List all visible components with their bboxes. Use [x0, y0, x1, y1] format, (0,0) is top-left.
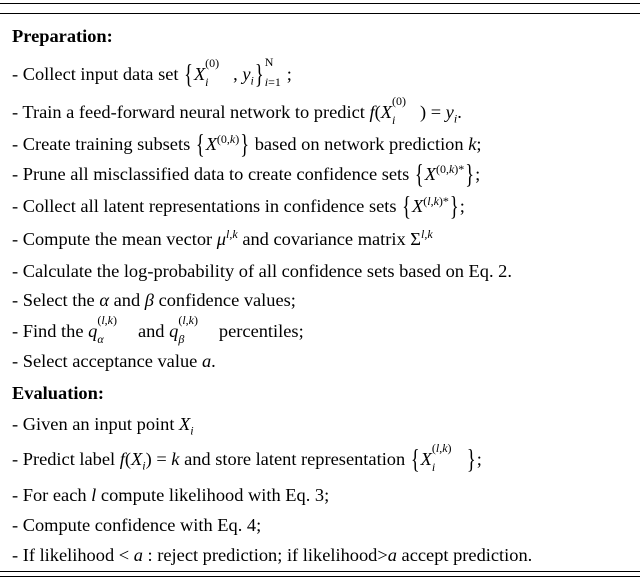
prep-step-training-subsets: - Create training subsets $\{X^{(0,k)}\}$ based on network prediction k; — [12, 129, 482, 159]
eval-step-text: accept prediction. — [401, 545, 533, 565]
prep-step-end: ; — [459, 196, 465, 216]
prep-step-acceptance: - Select acceptance value a. — [12, 351, 216, 371]
prep-step-mean-cov: - Compute the mean vector $\mu^{l,k}$ and covariance matrix Σ$^{l,k}$ — [12, 226, 433, 249]
prep-step-text: - Collect input data set — [12, 64, 179, 84]
prep-step-text: and — [137, 321, 165, 341]
prep-step-text: - Select acceptance value — [12, 351, 198, 371]
prep-step-text: - Compute the mean vector — [12, 229, 213, 249]
preparation-heading: Preparation: — [12, 26, 113, 46]
prep-step-train-network: - Train a feed-forward neural network to predict f(X (0) i ) = $y_i$. — [12, 94, 462, 127]
eval-step-text: and store latent representation — [184, 449, 406, 469]
eval-step-text: - If likelihood < — [12, 545, 130, 565]
prep-step-text: percentiles; — [218, 321, 304, 341]
eval-step-predict: - Predict label $f(X_i) = k$ and store latent representation {X (l,k) i }; — [12, 441, 482, 474]
eval-step-text: compute likelihood with Eq. 3; — [100, 485, 330, 505]
prep-step-end: ; — [476, 134, 482, 154]
evaluation-heading: Evaluation: — [12, 383, 104, 403]
bottom-rule-outer — [0, 576, 640, 577]
prep-step-text: confidence values; — [158, 290, 296, 310]
prep-step-latent: - Collect all latent representations in confidence sets $\{X^{(l,k)*}\}$; — [12, 191, 465, 221]
eval-step-reject-accept: - If likelihood < a : reject prediction; if likelihood>a accept prediction. — [12, 545, 533, 565]
eval-step-text: - Given an input point — [12, 414, 175, 434]
top-rule-inner — [0, 13, 640, 14]
bottom-rule — [0, 571, 640, 572]
prep-step-text: - Collect all latent representations in confidence sets — [12, 196, 397, 216]
eval-step-text: - For each — [12, 485, 87, 505]
prep-step-select-alpha-beta: - Select the α and β confidence values; — [12, 290, 296, 310]
prep-step-end: ; — [475, 164, 481, 184]
eval-step-text: - Predict label — [12, 449, 116, 469]
prep-step-text: based on network prediction — [254, 134, 464, 154]
prep-step-text: - Select the — [12, 290, 95, 310]
prep-step-percentiles: - Find the q (l,k) α and q (l,k) β percentiles; — [12, 313, 304, 346]
prep-step-text: and — [113, 290, 141, 310]
eval-step-input: - Given an input point $X_i$ — [12, 414, 194, 438]
prep-step-text: and covariance matrix — [242, 229, 406, 249]
prep-step-end: ; — [286, 64, 292, 84]
prep-step-log-prob: - Calculate the log-probability of all confidence sets based on Eq. 2. — [12, 261, 512, 281]
prep-step-prune: - Prune all misclassified data to create confidence sets $\{X^{(0,k)*}\}$; — [12, 159, 481, 189]
eval-step-confidence: - Compute confidence with Eq. 4; — [12, 515, 262, 535]
eval-step-end: ; — [476, 449, 482, 469]
prep-step-text: - Create training subsets — [12, 134, 191, 154]
prep-step-collect-data: - Collect input data set {X (0) i , $y_i$} N i=1 ; — [12, 55, 292, 89]
eval-step-text: : reject prediction; if likelihood> — [147, 545, 388, 565]
prep-step-text: - Find the — [12, 321, 84, 341]
prep-step-end: . — [211, 351, 216, 371]
eval-step-likelihood: - For each l compute likelihood with Eq. 3; — [12, 485, 330, 505]
top-rule — [0, 3, 640, 4]
prep-step-text: - Train a feed-forward neural network to predict — [12, 102, 365, 122]
prep-step-end: . — [457, 102, 462, 122]
prep-step-text: - Prune all misclassified data to create confidence sets — [12, 164, 410, 184]
